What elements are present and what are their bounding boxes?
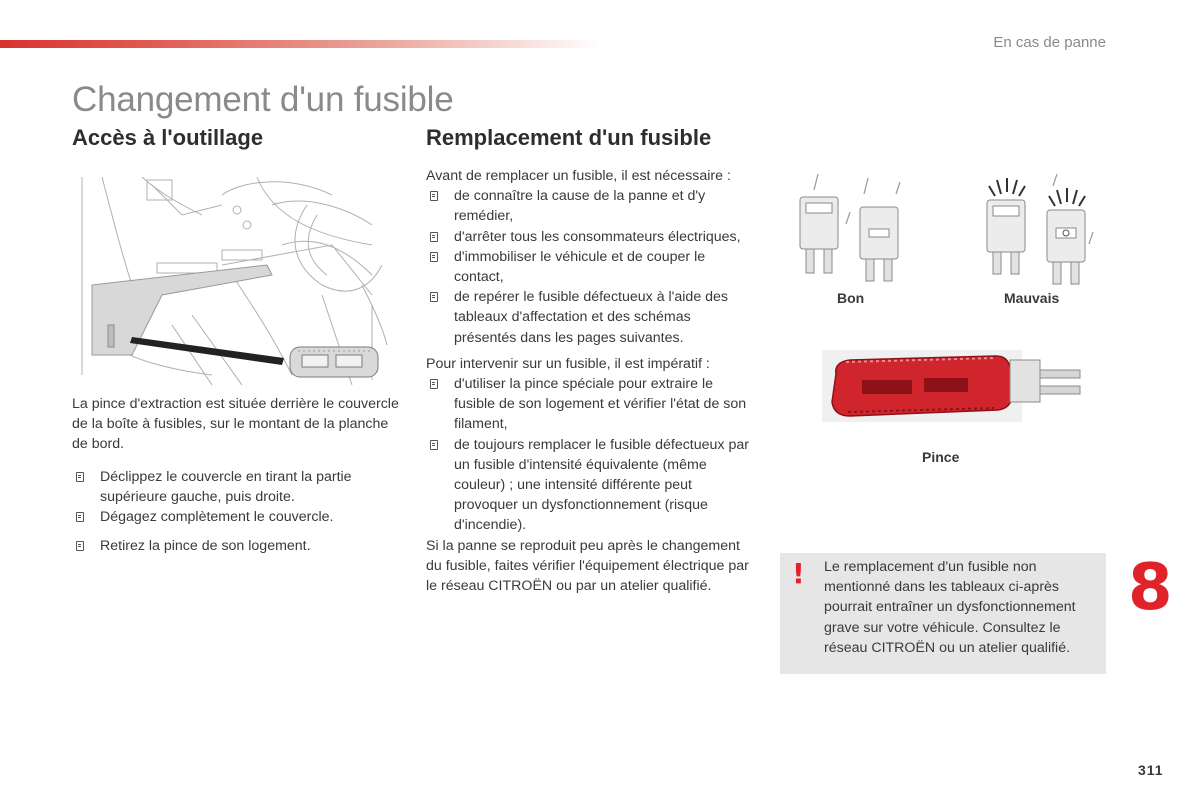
blown-fuse-illustration bbox=[975, 172, 1100, 287]
list-item: d'immobiliser le véhicule et de couper le contact, bbox=[426, 247, 756, 287]
dashboard-fuse-access-illustration bbox=[72, 175, 390, 390]
list-item: de connaître la cause de la panne et d'y remédier, bbox=[426, 186, 756, 226]
bullet-icon bbox=[430, 292, 438, 302]
bullet-icon bbox=[430, 232, 438, 242]
list-item: de repérer le fusible défectueux à l'aide des tableaux d'affectation et des schémas présentés dans les pages suivantes. bbox=[426, 287, 756, 348]
page-title: Changement d'un fusible bbox=[72, 80, 454, 119]
extraction-tool-location-text: La pince d'extraction est située derrière le couvercle de la boîte à fusibles, sur le montant de la planche de bord. bbox=[72, 396, 399, 453]
list-item: Retirez la pince de son logement. bbox=[72, 536, 402, 556]
header-accent-bar bbox=[0, 40, 600, 48]
closing-text: Si la panne se reproduit peu après le changement du fusible, faites vérifier l'équipement électrique par le réseau CITROËN ou par un atelier qualifié. bbox=[426, 537, 749, 595]
good-fuse-caption: Bon bbox=[837, 290, 865, 306]
bullet-icon bbox=[76, 541, 84, 551]
list-item: de toujours remplacer le fusible défectueux par un fusible d'intensité équivalente (même couleur) ; une intensité différente peut provoquer un dysfonctionnement (risque d'incendie). bbox=[426, 435, 756, 536]
tool-access-heading: Accès à l'outillage bbox=[72, 125, 264, 150]
warning-box bbox=[780, 553, 1106, 674]
procedure-list bbox=[426, 374, 756, 536]
list-item: d'utiliser la pince spéciale pour extraire le fusible de son logement et vérifier l'état de son filament, bbox=[426, 374, 756, 435]
fuse-puller-illustration bbox=[822, 350, 1084, 422]
list-item: Dégagez complètement le couvercle. bbox=[72, 507, 402, 527]
section-header: En cas de panne bbox=[993, 34, 1106, 51]
prereq-intro: Avant de remplacer un fusible, il est nécessaire : bbox=[426, 168, 731, 184]
warning-text: Le remplacement d'un fusible non mentionné dans les tableaux ci-après pourrait entraîner un dysfonctionnement grave sur votre véhicule. Consultez le réseau CITROËN ou un atelier qualifié. bbox=[824, 559, 1076, 656]
bullet-icon bbox=[430, 252, 438, 262]
bullet-icon bbox=[76, 472, 84, 482]
chapter-number: 8 bbox=[1128, 551, 1173, 625]
fuse-replacement-heading: Remplacement d'un fusible bbox=[426, 125, 712, 150]
page-number: 311 bbox=[1138, 762, 1164, 778]
replacement-instructions bbox=[426, 166, 756, 596]
list-item: d'arrêter tous les consommateurs électriques, bbox=[426, 227, 756, 247]
bullet-icon bbox=[430, 379, 438, 389]
bullet-icon bbox=[430, 440, 438, 450]
blown-fuse-caption: Mauvais bbox=[1004, 290, 1060, 306]
prerequisite-list bbox=[426, 186, 756, 348]
bullet-icon bbox=[76, 512, 84, 522]
exclamation-icon: ! bbox=[792, 557, 805, 590]
bullet-icon bbox=[430, 191, 438, 201]
fuse-puller-caption: Pince bbox=[922, 449, 960, 465]
good-fuse-illustration bbox=[790, 172, 915, 287]
procedure-intro: Pour intervenir sur un fusible, il est impératif : bbox=[426, 355, 710, 372]
list-item: Déclippez le couvercle en tirant la partie supérieure gauche, puis droite. bbox=[72, 467, 402, 507]
tool-access-steps bbox=[72, 467, 402, 556]
